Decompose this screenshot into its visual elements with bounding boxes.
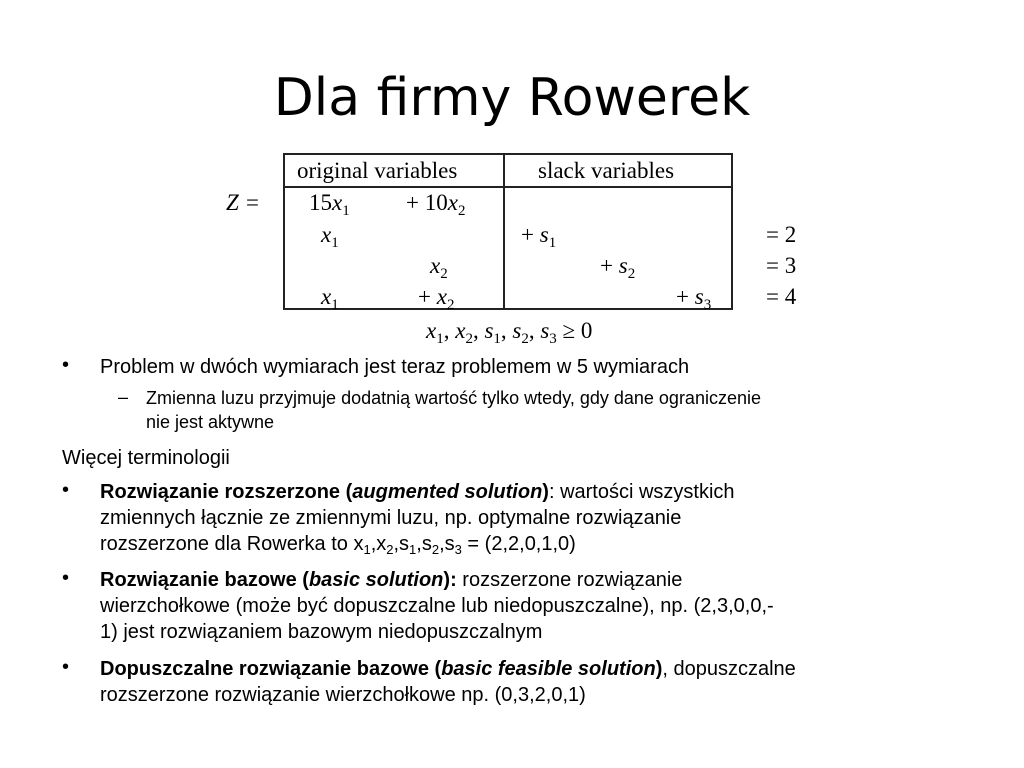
row3-rhs: = 4	[766, 284, 797, 309]
table-header-divider	[283, 186, 731, 188]
row2-s2: + $s_2$	[600, 253, 636, 282]
bullet-bfs-line2: rozszerzone rozwiązanie wierzchołkowe np. (0,3,2,0,1)	[100, 684, 586, 706]
terminology-heading: Więcej terminologii	[62, 447, 230, 469]
objective-label: Z =	[226, 190, 261, 215]
bullet-dot: •	[62, 567, 70, 589]
bullet-dot: •	[62, 354, 70, 376]
bullet-basic-line3: 1) jest rozwiązaniem bazowym niedopuszczalnym	[100, 621, 543, 643]
row1-rhs: = 2	[766, 222, 797, 247]
sub-bullet-dash: –	[118, 387, 129, 407]
row1-x1: $x_1$	[321, 222, 339, 251]
row3-x1: $x_1$	[321, 284, 339, 313]
header-slack-variables: slack variables	[538, 158, 675, 183]
bullet-basic-line1: Rozwiązanie bazowe (basic solution): rozszerzone rozwiązanie	[100, 569, 683, 591]
row3-x2: + $x_2$	[418, 284, 455, 313]
sub-bullet-slack-line2: nie jest aktywne	[146, 412, 275, 432]
bullet-dot: •	[62, 656, 70, 678]
row2-x2: $x_2$	[430, 253, 448, 282]
nonnegativity-constraint: $x_1$, $x_2$, $s_1$, $s_2$, $s_3 \ge 0$	[426, 318, 593, 347]
table-column-divider	[503, 153, 505, 308]
row1-s1: + $s_1$	[521, 222, 557, 251]
bullet-augmented-line1: Rozwiązanie rozszerzone (augmented solution): wartości wszystkich	[100, 481, 735, 503]
slide-title: Dla firmy Rowerek	[273, 68, 751, 128]
sub-bullet-slack-line1: Zmienna luzu przyjmuje dodatnią wartość tylko wtedy, gdy dane ograniczenie	[146, 388, 761, 408]
bullet-augmented-line3: rozszerzone dla Rowerka to $x_1,x_2,s_1,s_2,s_3 = (2,2,0,1,0)$	[100, 533, 576, 557]
objective-term-x1: $15x_1$	[309, 190, 350, 219]
objective-term-x2: + $10x_2$	[406, 190, 466, 219]
header-original-variables: original variables	[297, 158, 458, 183]
bullet-basic-line2: wierzchołkowe (może być dopuszczalne lub niedopuszczalne), np. (2,3,0,0,-	[100, 595, 774, 617]
bullet-dot: •	[62, 479, 70, 501]
bullet-dimensions: Problem w dwóch wymiarach jest teraz problemem w 5 wymiarach	[100, 356, 690, 378]
bullet-augmented-line2: zmiennych łącznie ze zmiennymi luzu, np. optymalne rozwiązanie	[100, 507, 682, 529]
row2-rhs: = 3	[766, 253, 797, 278]
bullet-bfs-line1: Dopuszczalne rozwiązanie bazowe (basic feasible solution), dopuszczalne	[100, 658, 796, 680]
row3-s3: + $s_3$	[676, 284, 712, 313]
